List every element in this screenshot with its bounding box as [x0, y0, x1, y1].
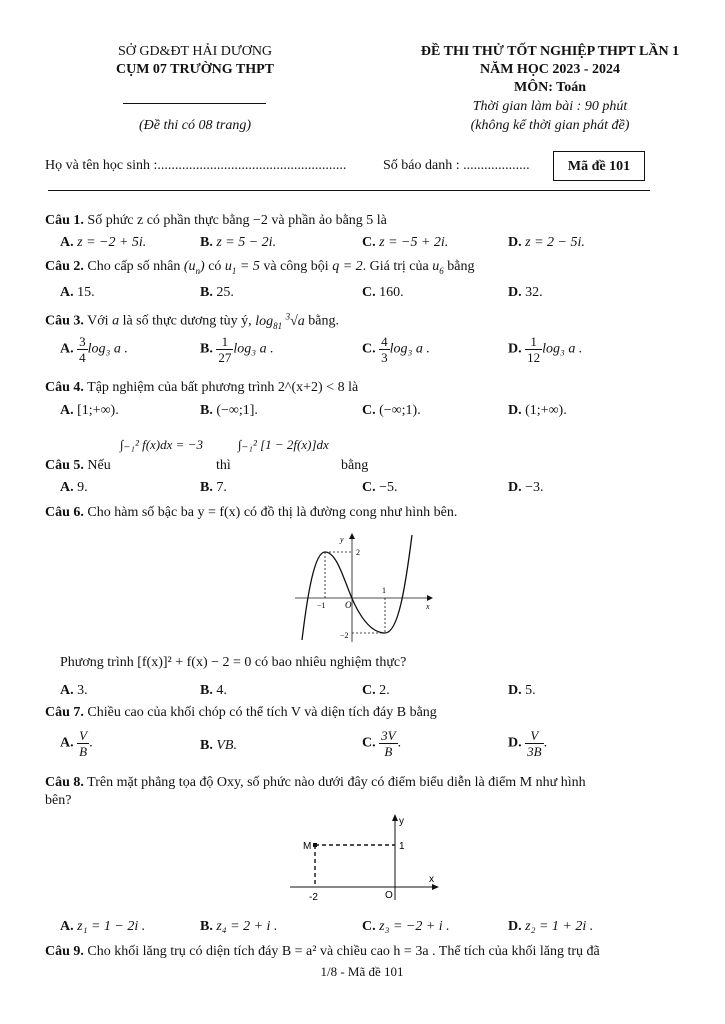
department-name: SỞ GD&ĐT HẢI DƯƠNG — [117, 44, 273, 59]
subject: MÔN: Toán — [514, 80, 586, 95]
complex-plane-graph — [285, 812, 445, 904]
duration-note: (không kể thời gian phát đề) — [470, 118, 630, 133]
y-label: y — [399, 816, 404, 827]
page-footer: 1/8 - Mã đề 101 — [320, 964, 404, 979]
question-text: Số phức z có phần thực bằng −2 và phần ảo bằng 5 là — [87, 213, 387, 228]
q5-option-d[interactable]: D. −3. — [508, 480, 544, 495]
origin-label: O — [385, 890, 393, 901]
q3-option-a[interactable]: A. $\frac{3}{4}$ log₃ a . — [60, 334, 128, 365]
q1-option-b[interactable]: B. z = 5 − 2i. — [200, 235, 277, 250]
q8-option-d[interactable]: D. z₂ = 1 + 2i . — [508, 919, 594, 934]
question-2: Câu 2. Cho cấp số nhân $(u_n)$ có $u_1 = 5$ và công bội q = 2. Giá trị của $u_6$ bằng — [45, 259, 475, 276]
q5-option-c[interactable]: C. −5. — [362, 480, 398, 495]
tick-y-top: 2 — [356, 548, 360, 557]
school-cluster: CỤM 07 TRƯỜNG THPT — [115, 62, 275, 77]
question-8-continued: bên? — [45, 793, 72, 808]
q1-option-d[interactable]: D. z = 2 − 5i. — [508, 235, 585, 250]
q7-option-c[interactable]: C. $\frac{3V}{B}$ . — [362, 728, 402, 759]
q2-option-a[interactable]: A. 15. — [60, 285, 95, 300]
integral-1: ∫₋₁² f(x)dx = −3 — [120, 437, 203, 452]
q7-option-b[interactable]: B. VB. — [200, 738, 237, 753]
tick-x-left: −1 — [317, 601, 326, 610]
question-4: Câu 4. Tập nghiệm của bất phương trình 2^(x+2) < 8 là — [45, 380, 359, 395]
q8-option-a[interactable]: A. z₁ = 1 − 2i . — [60, 919, 146, 934]
exam-code-box: Mã đề 101 — [553, 151, 645, 181]
question-7: Câu 7. Chiều cao của khối chóp có thể tích V và diện tích đáy B bằng — [45, 705, 437, 720]
q1-option-c[interactable]: C. z = −5 + 2i. — [362, 235, 449, 250]
question-label: Câu 1. — [45, 213, 84, 228]
question-5: Câu 5. Nếu — [45, 458, 111, 473]
page-count-note: (Đề thi có 08 trang) — [139, 118, 251, 133]
tick-x-right: 1 — [382, 586, 386, 595]
q4-option-b[interactable]: B. (−∞;1]. — [200, 403, 258, 418]
q4-option-d[interactable]: D. (1;+∞). — [508, 403, 567, 418]
q6-option-d[interactable]: D. 5. — [508, 683, 536, 698]
question-9: Câu 9. Cho khối lăng trụ có diện tích đáy B = a² và chiều cao h = 3a . Thể tích của khối lăng trụ đã — [45, 944, 600, 959]
q1-option-a[interactable]: A. z = −2 + 5i. — [60, 235, 147, 250]
question-6: Câu 6. Cho hàm số bậc ba y = f(x) có đồ thị là đường cong như hình bên. — [45, 505, 458, 520]
question-1 — [45, 213, 387, 229]
q6-option-a[interactable]: A. 3. — [60, 683, 88, 698]
integral-2: ∫₋₁² [1 − 2f(x)]dx — [238, 437, 329, 452]
exam-title: ĐỀ THI THỬ TỐT NGHIỆP THPT LẦN 1 — [420, 44, 680, 59]
question-3: Câu 3. Với a là số thực dương tùy ý, $\log_{81} ^3√a$ bằng. — [45, 311, 339, 331]
tick-y: 1 — [399, 841, 405, 852]
point-m — [313, 843, 317, 847]
q6-followup: Phương trình [f(x)]² + f(x) − 2 = 0 có bao nhiêu nghiệm thực? — [60, 655, 407, 670]
q8-option-c[interactable]: C. z₃ = −2 + i . — [362, 919, 450, 934]
q5-option-a[interactable]: A. 9. — [60, 480, 88, 495]
tick-x: -2 — [309, 892, 318, 903]
q5-equals: bằng — [341, 458, 369, 473]
q5-option-b[interactable]: B. 7. — [200, 480, 227, 495]
q2-option-b[interactable]: B. 25. — [200, 285, 234, 300]
header-rule — [48, 190, 650, 191]
student-name-field: Họ và tên học sinh :...................................................... — [45, 158, 347, 173]
duration: Thời gian làm bài : 90 phút — [472, 99, 628, 114]
y-axis-arrow — [349, 533, 355, 539]
x-label: x — [426, 602, 430, 611]
q6-option-b[interactable]: B. 4. — [200, 683, 227, 698]
q6-option-c[interactable]: C. 2. — [362, 683, 390, 698]
origin-label: O — [345, 600, 352, 610]
q7-option-d[interactable]: D. $\frac{V}{3B}$ . — [508, 728, 548, 759]
tick-y-bottom: −2 — [340, 631, 349, 640]
q3-option-d[interactable]: D. $\frac{1}{12}$ log₃ a . — [508, 334, 583, 365]
q4-option-c[interactable]: C. (−∞;1). — [362, 403, 421, 418]
header-divider — [123, 103, 266, 104]
q4-option-a[interactable]: A. [1;+∞). — [60, 403, 119, 418]
question-8: Câu 8. Trên mặt phẳng tọa độ Oxy, số phức nào dưới đây có điểm biểu diễn là điểm M như hình — [45, 775, 586, 790]
x-label: x — [429, 874, 434, 885]
q3-option-c[interactable]: C. $\frac{4}{3}$ log₃ a . — [362, 334, 430, 365]
q5-then: thì — [216, 458, 231, 473]
y-axis-arrow — [392, 814, 398, 821]
q2-option-c[interactable]: C. 160. — [362, 285, 404, 300]
x-axis-arrow — [427, 595, 433, 601]
school-year: NĂM HỌC 2023 - 2024 — [480, 62, 620, 77]
point-m-label: M — [303, 841, 312, 852]
cubic-graph — [290, 530, 440, 645]
q7-option-a[interactable]: A. $\frac{V}{B}$ . — [60, 728, 93, 759]
y-label: y — [340, 535, 344, 544]
student-id-field: Số báo danh : ................... — [383, 158, 530, 173]
q2-option-d[interactable]: D. 32. — [508, 285, 543, 300]
q3-option-b[interactable]: B. $\frac{1}{27}$ log₃ a . — [200, 334, 274, 365]
q8-option-b[interactable]: B. z₄ = 2 + i . — [200, 919, 278, 934]
